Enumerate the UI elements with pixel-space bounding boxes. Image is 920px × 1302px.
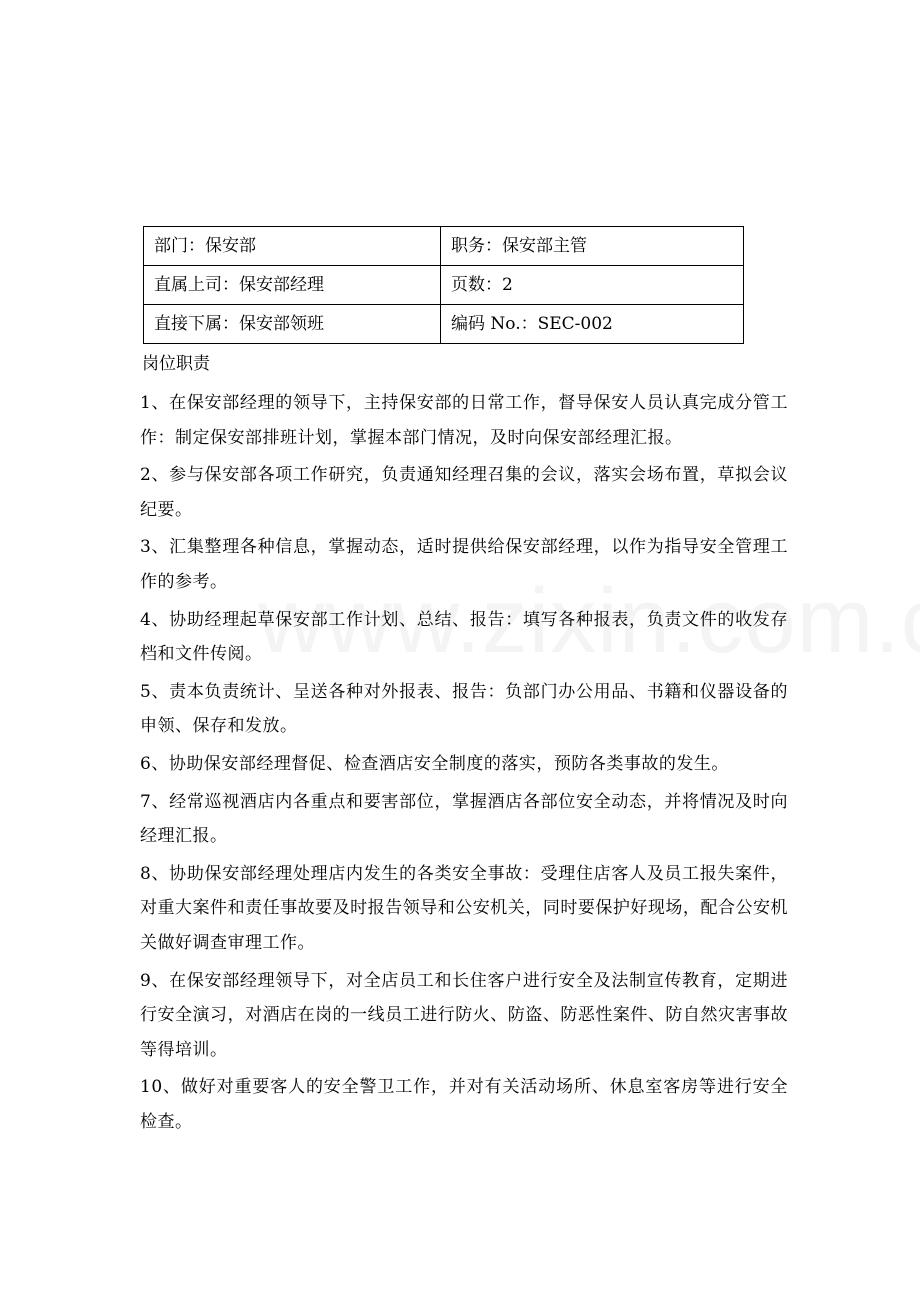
direct-supervisor-cell: 直属上司：保安部经理 (144, 266, 441, 305)
list-item: 3、汇集整理各种信息，掌握动态，适时提供给保安部经理，以作为指导安全管理工作的参考。 (140, 537, 788, 592)
department-cell: 部门：保安部 (144, 227, 441, 266)
section-title: 岗位职责 (142, 354, 210, 374)
job-info-table (143, 226, 744, 344)
list-item: 8、协助保安部经理处理店内发生的各类安全事故：受理住店客人及员工报失案件，对重大案件和责任事故要及时报告领导和公安机关，同时要保护好现场，配合公安机关做好调查审理工作。 (140, 863, 788, 953)
document-code-cell: 编码 No.：SEC-002 (441, 305, 744, 344)
list-item: 1、在保安部经理的领导下，主持保安部的日常工作，督导保安人员认真完成分管工作：制定保安部排班计划，掌握本部门情况，及时向保安部经理汇报。 (140, 393, 788, 448)
position-cell: 职务：保安部主管 (441, 227, 744, 266)
direct-subordinate-cell: 直接下属：保安部领班 (144, 305, 441, 344)
duties-list (140, 386, 788, 1142)
list-item: 7、经常巡视酒店内各重点和要害部位，掌握酒店各部位安全动态，并将情况及时向经理汇报。 (140, 791, 788, 847)
list-item: 5、责本负责统计、呈送各种对外报表、报告：负部门办公用品、书籍和仪器设备的申领、保存和发放。 (140, 681, 788, 737)
table-row (144, 305, 744, 344)
list-item: 4、协助经理起草保安部工作计划、总结、报告：填写各种报表，负责文件的收发存档和文件传阅。 (140, 609, 788, 665)
list-item: 10、做好对重要客人的安全警卫工作，并对有关活动场所、休息室客房等进行安全检查。 (140, 1077, 788, 1132)
table-row (144, 227, 744, 266)
table-row (144, 266, 744, 305)
list-item: 6、协助保安部经理督促、检查酒店安全制度的落实，预防各类事故的发生。 (140, 753, 729, 774)
list-item: 9、在保安部经理领导下，对全店员工和长住客户进行安全及法制宣传教育，定期进行安全演习，对酒店在岗的一线员工进行防火、防盗、防恶性案件、防自然灾害事故等得培训。 (140, 970, 788, 1060)
list-item: 2、参与保安部各项工作研究，负责通知经理召集的会议，落实会场布置，草拟会议纪要。 (140, 465, 788, 520)
page-count-cell: 页数：2 (441, 266, 744, 305)
